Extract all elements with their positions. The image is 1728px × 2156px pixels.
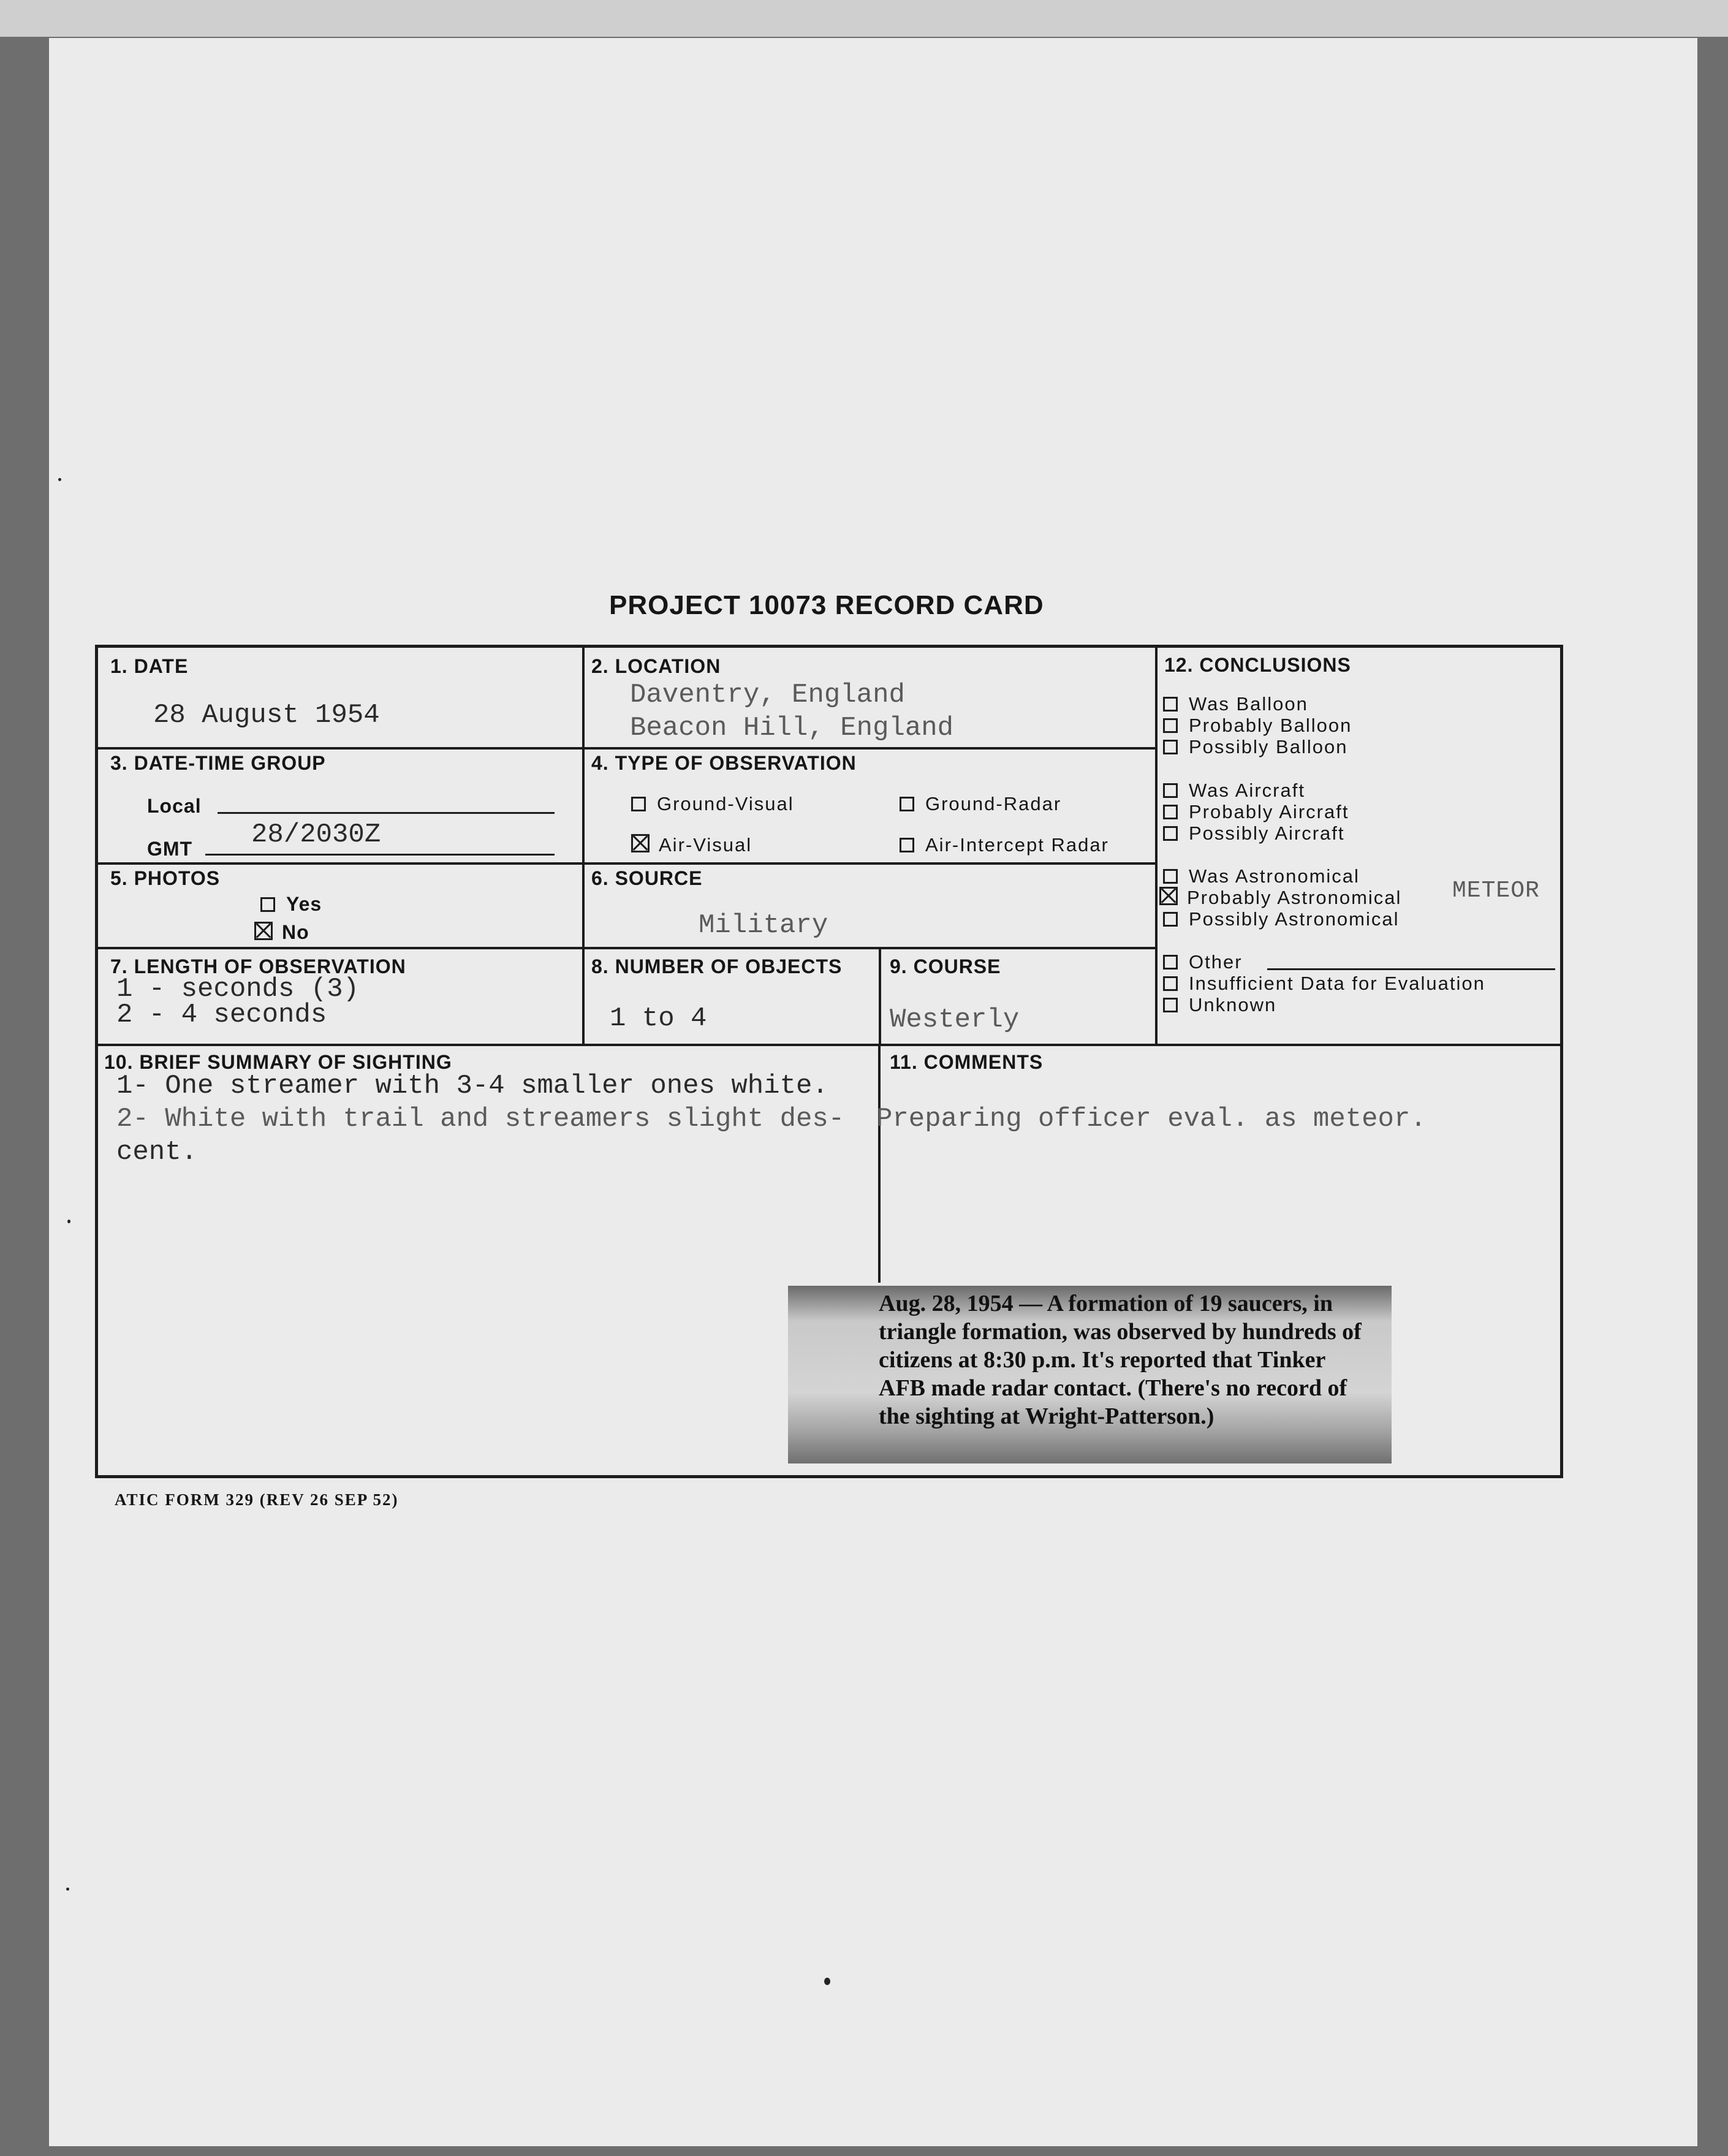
gmt-value: 28/2030Z (251, 819, 381, 850)
scan-speck (67, 1220, 70, 1223)
comments-value: Preparing officer eval. as meteor. (876, 1104, 1427, 1134)
length-of-observation-label: 7. LENGTH OF OBSERVATION (110, 955, 406, 977)
checkbox-icon (1163, 998, 1178, 1012)
gmt-underline (205, 854, 555, 856)
checkbox-icon (1163, 740, 1178, 754)
clipping-text: Aug. 28, 1954 — A formation of 19 saucers, in triangle formation, was observed by hundreds of citizens at 8:30 p.m. It's reported that Tinker AFB made radar contact. (There's no record of the sighting at Wright-Patterson.) (879, 1291, 1362, 1429)
divider (1155, 648, 1158, 1044)
checkbox-icon (1163, 805, 1178, 819)
page-title: PROJECT 10073 RECORD CARD (609, 590, 1044, 620)
checkbox-icon (1163, 718, 1178, 733)
scan-speck (824, 1978, 830, 1985)
divider (878, 1044, 881, 1283)
length-line-1: 1 - seconds (3) (116, 974, 360, 1004)
date-label: 1. DATE (110, 655, 189, 677)
checkbox-icon (900, 797, 914, 811)
brief-summary-label: 10. BRIEF SUMMARY OF SIGHTING (104, 1051, 452, 1073)
checkbox-icon (1163, 912, 1178, 927)
conclusion-possibly-aircraft: Possibly Aircraft (1163, 822, 1345, 845)
type-of-observation-label: 4. TYPE OF OBSERVATION (591, 752, 857, 774)
checkbox-icon (1163, 976, 1178, 991)
divider (98, 862, 1155, 865)
conclusion-annotation: METEOR (1452, 878, 1540, 904)
source-value: Military (699, 910, 828, 941)
checkbox-icon (900, 838, 914, 852)
checked-checkbox-icon (631, 834, 650, 852)
checkbox-icon (1163, 783, 1178, 798)
option-ground-radar: Ground-Radar (900, 793, 1061, 815)
option-air-intercept-radar: Air-Intercept Radar (900, 834, 1109, 856)
gmt-label: GMT (147, 838, 193, 860)
summary-line-2: 2- White with trail and streamers slight des- (116, 1104, 845, 1134)
conclusion-was-aircraft: Was Aircraft (1163, 780, 1305, 802)
conclusion-probably-aircraft: Probably Aircraft (1163, 801, 1349, 823)
divider (98, 1044, 1560, 1046)
checkbox-icon (1163, 955, 1178, 970)
summary-line-1: 1- One streamer with 3-4 smaller ones white. (116, 1071, 828, 1101)
divider (582, 648, 585, 1044)
option-ground-visual: Ground-Visual (631, 793, 794, 815)
form-footer: ATIC FORM 329 (REV 26 SEP 52) (115, 1490, 399, 1509)
conclusion-was-balloon: Was Balloon (1163, 693, 1308, 715)
photos-label: 5. PHOTOS (110, 867, 221, 889)
number-of-objects-label: 8. NUMBER OF OBJECTS (591, 955, 843, 977)
divider (98, 747, 1155, 750)
local-label: Local (147, 795, 202, 817)
divider (98, 947, 1155, 949)
photos-no: No (254, 921, 309, 944)
comments-label: 11. COMMENTS (890, 1051, 1044, 1073)
conclusion-possibly-astronomical: Possibly Astronomical (1163, 908, 1400, 930)
summary-line-3: cent. (116, 1137, 198, 1167)
scan-speck (58, 478, 61, 481)
conclusion-other: Other (1163, 951, 1243, 973)
checkbox-icon (1163, 826, 1178, 841)
location-line-2: Beacon Hill, England (630, 713, 954, 743)
photos-yes: Yes (260, 893, 322, 916)
divider (879, 947, 881, 1044)
source-label: 6. SOURCE (591, 867, 703, 889)
checkbox-icon (1163, 869, 1178, 884)
checkbox-icon (260, 897, 275, 912)
checked-checkbox-icon (254, 922, 273, 940)
local-underline (218, 812, 555, 814)
number-of-objects-value: 1 to 4 (610, 1003, 707, 1034)
conclusion-probably-astronomical: Probably Astronomical (1159, 887, 1401, 909)
checked-checkbox-icon (1159, 887, 1178, 905)
date-time-group-label: 3. DATE-TIME GROUP (110, 752, 326, 774)
checkbox-icon (631, 797, 646, 811)
scan-top-edge (0, 0, 1728, 37)
conclusion-insufficient-data: Insufficient Data for Evaluation (1163, 973, 1485, 995)
newspaper-clipping (788, 1286, 1392, 1463)
conclusion-probably-balloon: Probably Balloon (1163, 715, 1352, 737)
course-label: 9. COURSE (890, 955, 1001, 977)
scan-speck (66, 1888, 69, 1891)
conclusion-possibly-balloon: Possibly Balloon (1163, 736, 1347, 758)
course-value: Westerly (890, 1004, 1020, 1035)
conclusion-was-astronomical: Was Astronomical (1163, 865, 1360, 887)
conclusions-label: 12. CONCLUSIONS (1164, 654, 1351, 676)
conclusion-unknown: Unknown (1163, 994, 1276, 1016)
length-line-2: 2 - 4 seconds (116, 1000, 327, 1030)
option-air-visual: Air-Visual (631, 834, 752, 856)
location-line-1: Daventry, England (630, 680, 905, 710)
checkbox-icon (1163, 697, 1178, 712)
date-value: 28 August 1954 (153, 700, 380, 731)
location-label: 2. LOCATION (591, 655, 721, 677)
other-underline (1267, 968, 1555, 970)
